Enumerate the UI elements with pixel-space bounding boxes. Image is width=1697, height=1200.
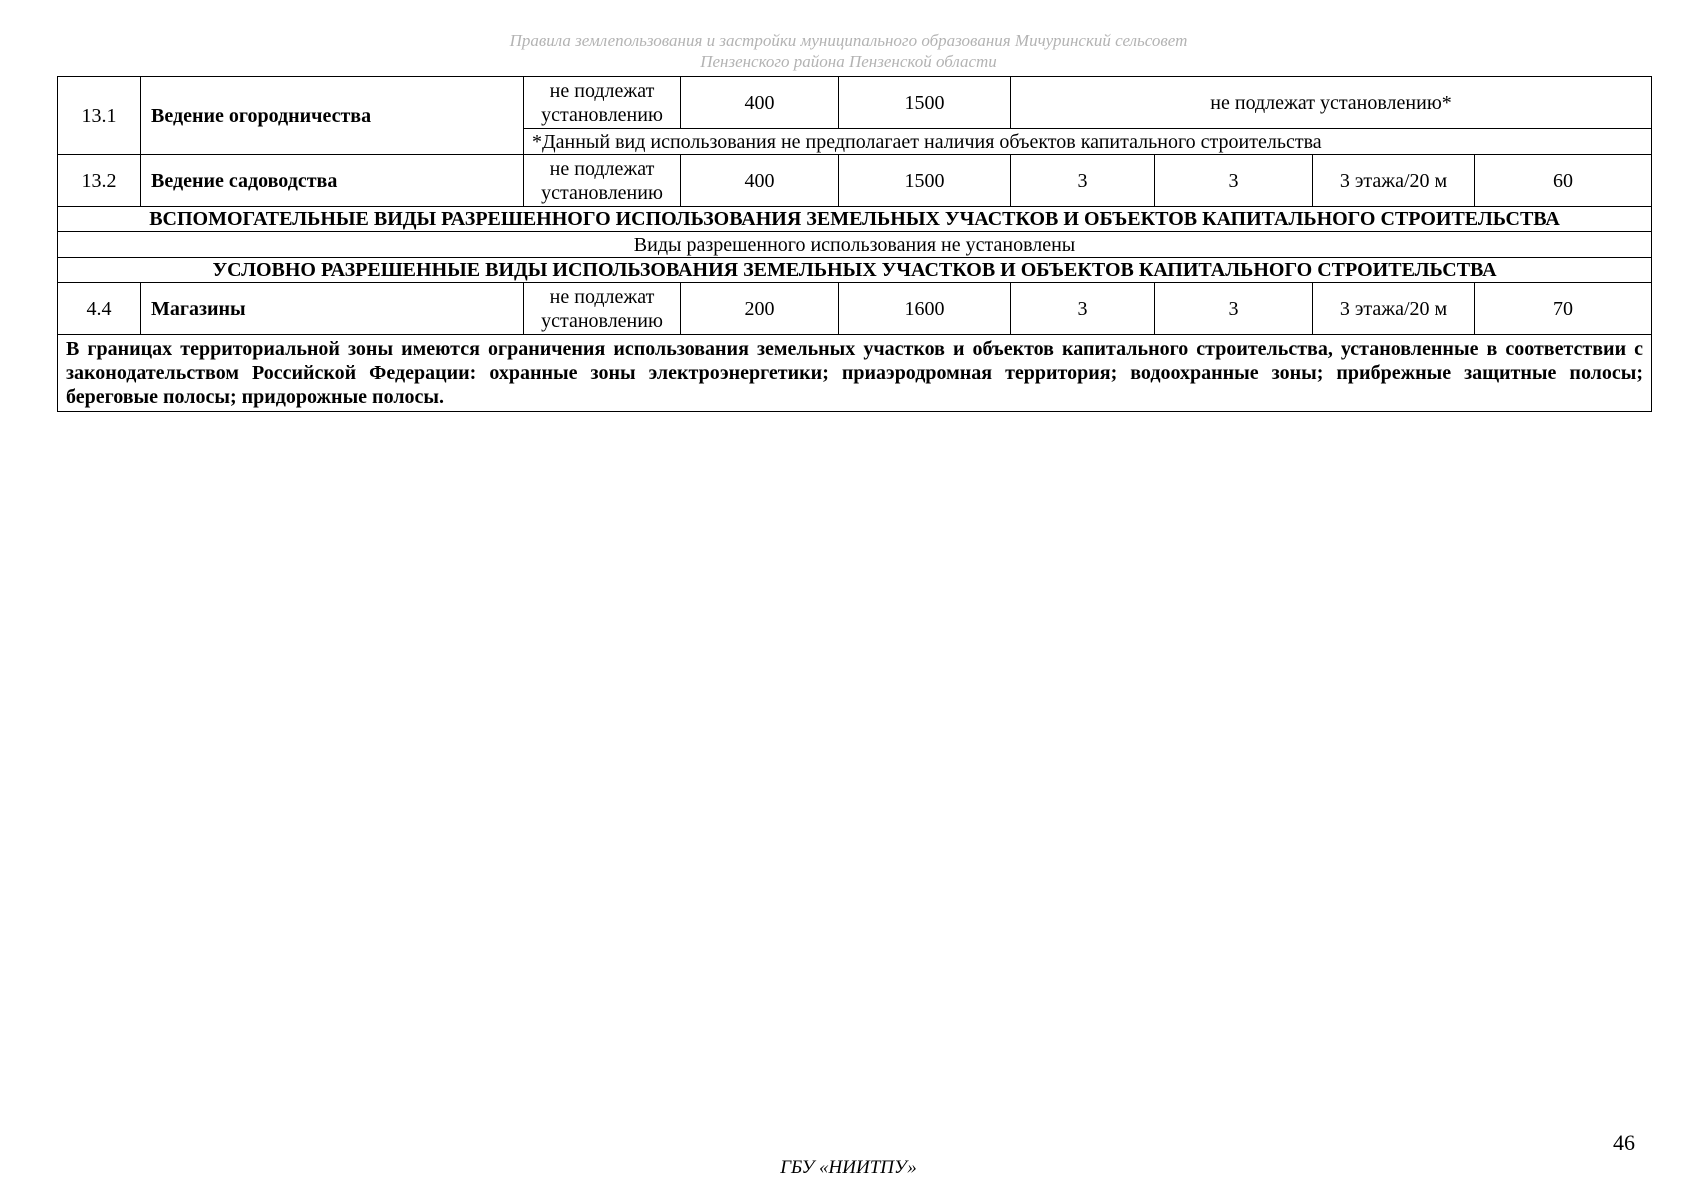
row-indent-1: 3: [1011, 283, 1155, 335]
row-percent: 60: [1475, 155, 1652, 207]
row-indent-1: 3: [1011, 155, 1155, 207]
aux-none-text: Виды разрешенного использования не установлены: [58, 232, 1652, 258]
row-code: 13.2: [58, 155, 141, 207]
table-row: [58, 155, 1652, 207]
row-height: 3 этажа/20 м: [1313, 155, 1475, 207]
row-name: Магазины: [141, 283, 524, 335]
row-max-area: 1500: [839, 77, 1011, 129]
section-cond-heading: УСЛОВНО РАЗРЕШЕННЫЕ ВИДЫ ИСПОЛЬЗОВАНИЯ ЗЕМЕЛЬНЫХ УЧАСТКОВ И ОБЪЕКТОВ КАПИТАЛЬНОГО СТРОИТЕЛЬСТВА: [58, 258, 1652, 283]
row-code: 13.1: [58, 77, 141, 155]
section-heading-row: [58, 207, 1652, 232]
row-merged-value: не подлежат установлению*: [1011, 77, 1652, 129]
row-indent-2: 3: [1155, 155, 1313, 207]
table-row: [58, 232, 1652, 258]
table-row: [58, 283, 1652, 335]
organization-footer: ГБУ «НИИТПУ»: [780, 1157, 917, 1178]
section-aux-heading: ВСПОМОГАТЕЛЬНЫЕ ВИДЫ РАЗРЕШЕННОГО ИСПОЛЬЗОВАНИЯ ЗЕМЕЛЬНЫХ УЧАСТКОВ И ОБЪЕКТОВ КАПИТАЛЬНОГО СТРОИТЕЛЬСТВА: [58, 207, 1652, 232]
header-line-1: Правила землепользования и застройки муниципального образования Мичуринский сельсовет: [509, 31, 1188, 50]
row-code: 4.4: [58, 283, 141, 335]
page-number: 46: [1613, 1130, 1635, 1155]
row-max-area: 1600: [839, 283, 1011, 335]
restrictions-row: [58, 335, 1652, 412]
row-min-size: не подлежат установлению: [524, 77, 681, 129]
row-max-area: 1500: [839, 155, 1011, 207]
row-percent: 70: [1475, 283, 1652, 335]
table-row: [58, 77, 1652, 129]
row-name: Ведение садоводства: [141, 155, 524, 207]
header-line-2: Пензенского района Пензенской области: [700, 52, 997, 71]
row-min-area: 200: [681, 283, 839, 335]
row-height: 3 этажа/20 м: [1313, 283, 1475, 335]
row-note: *Данный вид использования не предполагает наличия объектов капитального строительства: [524, 129, 1652, 155]
row-min-size: не подлежат установлению: [524, 155, 681, 207]
row-indent-2: 3: [1155, 283, 1313, 335]
row-min-area: 400: [681, 155, 839, 207]
zoning-table: [57, 76, 1652, 412]
restrictions-text: В границах территориальной зоны имеются ограничения использования земельных участков и объектов капитального строительства, установленные в соответствии с законодательством Российской Федерации: охранные зоны электроэнергетики; приаэродромная территория; водоохранные зоны; прибрежные защитные полосы; береговые полосы; придорожные полосы.: [58, 335, 1652, 412]
row-name: Ведение огородничества: [141, 77, 524, 155]
section-heading-row: [58, 258, 1652, 283]
row-min-area: 400: [681, 77, 839, 129]
row-min-size: не подлежат установлению: [524, 283, 681, 335]
running-header: [0, 30, 1697, 72]
